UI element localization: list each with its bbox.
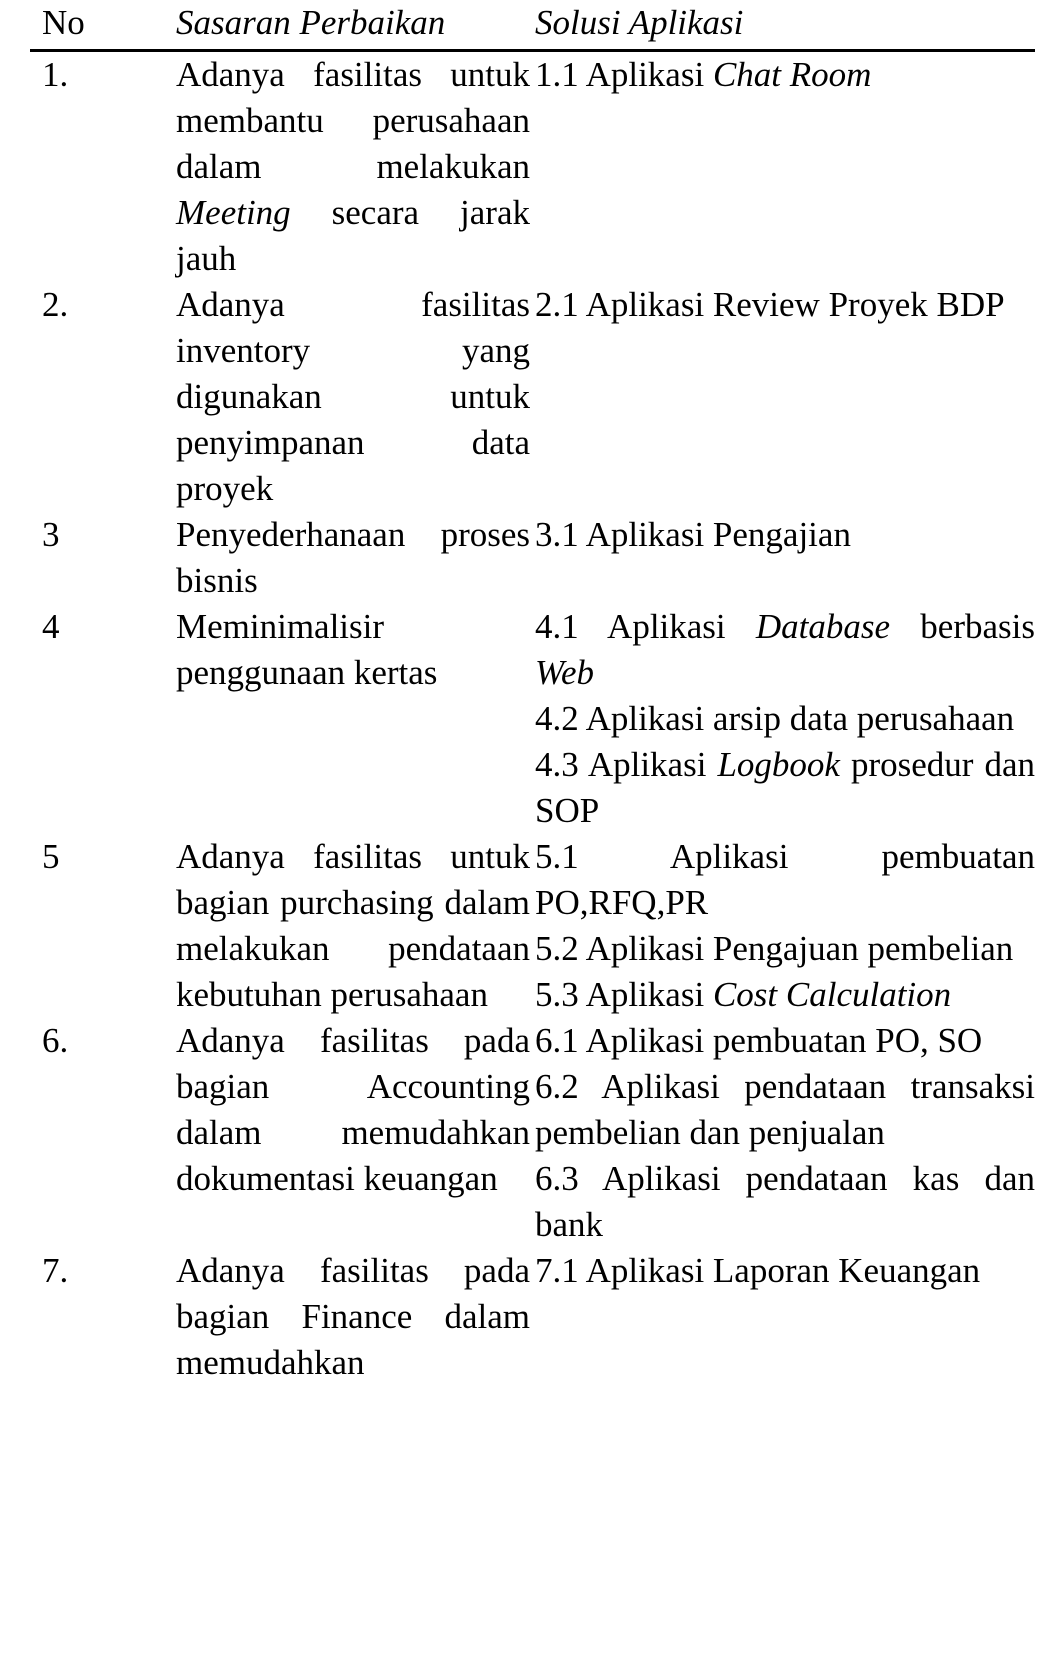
table-header <box>30 0 1035 51</box>
italic-term: Chat Room <box>712 55 872 94</box>
text-block <box>535 604 1035 696</box>
text-block <box>176 282 530 512</box>
text-run: Adanya fasilitas pada bagian Accounting dalam memudahkan dokumentasi keuangan <box>176 1021 530 1198</box>
text-run: 2.1 Aplikasi Review Proyek BDP <box>535 285 1005 324</box>
row-number: 2. <box>42 285 69 324</box>
text-run: 4.3 Aplikasi <box>535 745 718 784</box>
text-run: prosedur dan SOP <box>535 745 1035 830</box>
cell-solusi-aplikasi <box>530 282 1035 512</box>
cell-solusi-aplikasi <box>530 834 1035 1018</box>
text-run: 5.2 Aplikasi Pengajuan pembelian <box>535 929 1014 968</box>
table-header-row <box>30 0 1035 51</box>
table-row <box>30 604 1035 834</box>
text-run: Adanya fasilitas pada bagian Finance dalam memudahkan <box>176 1251 530 1382</box>
row-number: 5 <box>42 837 60 876</box>
italic-term: Logbook <box>717 745 840 784</box>
text-block <box>176 834 530 1018</box>
text-run: 4.2 Aplikasi arsip data perusahaan <box>535 699 1015 738</box>
text-block <box>176 512 530 604</box>
text-block <box>535 52 1035 98</box>
cell-sasaran-perbaikan <box>158 1248 530 1386</box>
column-header-no: No <box>30 0 158 51</box>
text-run: 1.1 Aplikasi <box>535 55 713 94</box>
text-run: 6.2 Aplikasi pendataan transaksi pembelian dan penjualan <box>535 1067 1035 1152</box>
text-block <box>535 972 1035 1018</box>
text-block <box>176 52 530 282</box>
text-run: 4.1 Aplikasi <box>535 607 756 646</box>
text-run: 7.1 Aplikasi Laporan Keuangan <box>535 1251 981 1290</box>
table-row <box>30 834 1035 1018</box>
table-body <box>30 51 1035 1387</box>
cell-sasaran-perbaikan <box>158 51 530 283</box>
text-run: 3.1 Aplikasi Pengajian <box>535 515 851 554</box>
cell-solusi-aplikasi <box>530 604 1035 834</box>
text-block <box>176 1248 530 1386</box>
text-block <box>535 742 1035 834</box>
row-number: 3 <box>42 515 60 554</box>
table-row <box>30 1018 1035 1248</box>
text-run: secara jarak jauh <box>176 193 530 278</box>
text-block <box>176 604 530 696</box>
text-run: 6.1 Aplikasi pembuatan PO, SO <box>535 1021 983 1060</box>
text-block <box>535 512 1035 558</box>
text-block <box>535 696 1035 742</box>
cell-sasaran-perbaikan <box>158 834 530 1018</box>
row-number: 1. <box>42 55 69 94</box>
row-number: 4 <box>42 607 60 646</box>
text-run: 6.3 Aplikasi pendataan kas dan bank <box>535 1159 1035 1244</box>
text-run: Adanya fasilitas untuk bagian purchasing dalam melakukan pendataan kebutuhan perusahaan <box>176 837 530 1014</box>
text-block <box>535 282 1035 328</box>
italic-term: Meeting <box>176 193 291 232</box>
row-number: 6. <box>42 1021 69 1060</box>
text-run: Adanya fasilitas untuk membantu perusahaan dalam melakukan <box>176 55 530 186</box>
improvement-targets-table <box>30 0 1035 1386</box>
cell-sasaran-perbaikan <box>158 282 530 512</box>
text-run: 5.1 Aplikasi pembuatan PO,RFQ,PR <box>535 837 1035 922</box>
italic-term: Cost Calculation <box>712 975 952 1014</box>
cell-sasaran-perbaikan <box>158 512 530 604</box>
column-header-sasaran: Sasaran Perbaikan <box>158 0 530 51</box>
text-run: Adanya fasilitas inventory yang digunakan untuk penyimpanan data proyek <box>176 285 530 508</box>
text-run: Meminimalisir penggunaan kertas <box>176 607 438 692</box>
text-run: Penyederhanaan proses bisnis <box>176 515 530 600</box>
italic-term: Web <box>535 653 594 692</box>
text-block <box>535 1248 1035 1294</box>
table-row <box>30 1248 1035 1386</box>
cell-sasaran-perbaikan <box>158 604 530 834</box>
cell-solusi-aplikasi <box>530 51 1035 283</box>
cell-solusi-aplikasi <box>530 1248 1035 1386</box>
table-row <box>30 512 1035 604</box>
text-block <box>535 834 1035 926</box>
text-block <box>535 1156 1035 1248</box>
row-number: 7. <box>42 1251 69 1290</box>
text-run: berbasis <box>890 607 1035 646</box>
text-block <box>535 1064 1035 1156</box>
italic-term: Database <box>755 607 891 646</box>
column-header-solusi: Solusi Aplikasi <box>530 0 1035 51</box>
table-row <box>30 282 1035 512</box>
cell-solusi-aplikasi <box>530 1018 1035 1248</box>
cell-sasaran-perbaikan <box>158 1018 530 1248</box>
text-run: 5.3 Aplikasi <box>535 975 713 1014</box>
table-row <box>30 51 1035 283</box>
text-block <box>176 1018 530 1202</box>
text-block <box>535 1018 1035 1064</box>
text-block <box>535 926 1035 972</box>
cell-solusi-aplikasi <box>530 512 1035 604</box>
